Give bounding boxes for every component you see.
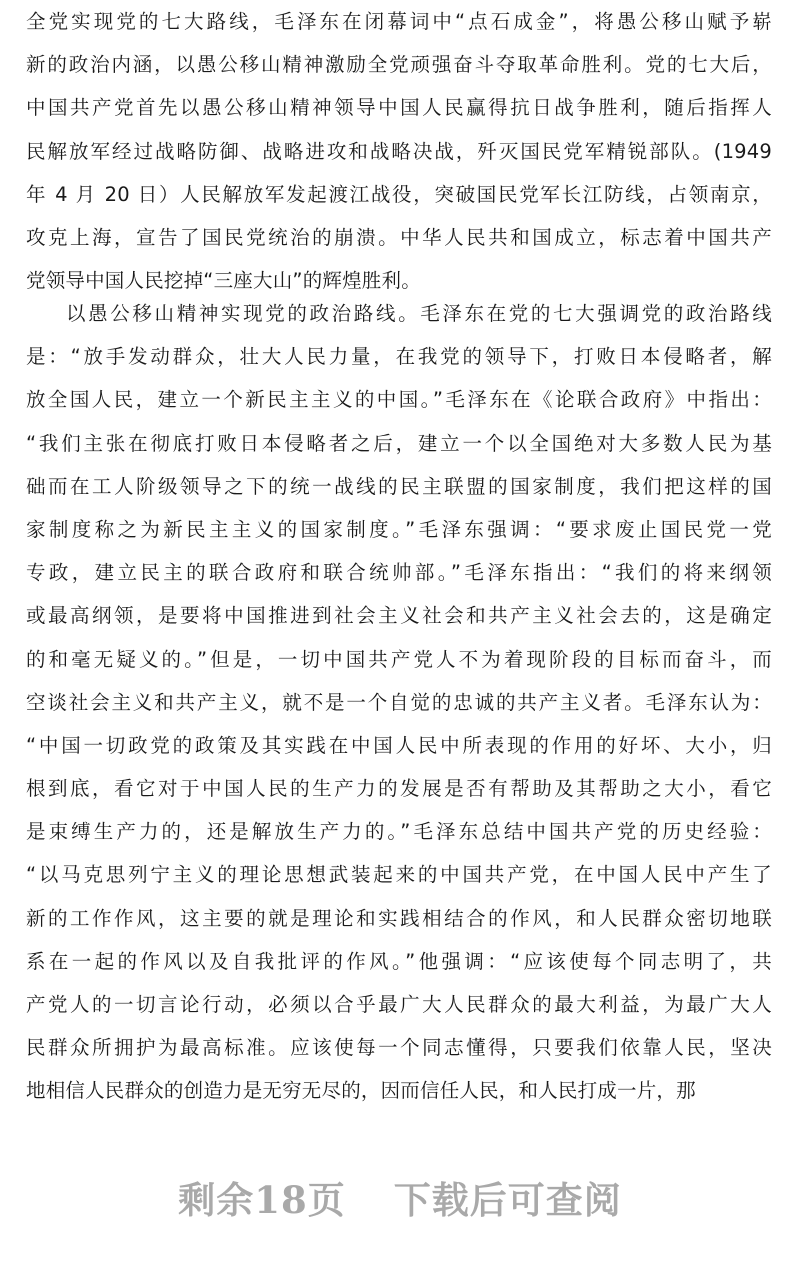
paragraph-line: 全党实现党的七大路线，毛泽东在闭幕词中“点石成金”，将愚公移山赋予崭 [26,10,772,33]
paragraph-line: 地相信人民群众的创造力是无穷无尽的，因而信任人民，和人民打成一片，那 [26,1079,696,1103]
paragraph-line: 民解放军经过战略防御、战略进攻和战略决战，歼灭国民党军精锐部队。(1949 [26,139,772,163]
paragraph-line: 以愚公移山精神实现党的政治路线。毛泽东在党的七大强调党的政治路线 [66,302,772,325]
paragraph-line: 新的工作作风，这主要的就是理论和实践相结合的作风，和人民群众密切地联 [26,906,772,930]
paragraph-line: 或最高纲领，是要将中国推进到社会主义社会和共产主义社会去的，这是确定 [26,604,772,628]
paragraph-line: 放全国人民，建立一个新民主主义的中国。”毛泽东在《论联合政府》中指出： [26,388,772,412]
paragraph-line: “中国一切政党的政策及其实践在中国人民中所表现的作用的好坏、大小，归 [26,733,772,757]
paragraph-line: 是：“放手发动群众，壮大人民力量，在我党的领导下，打败日本侵略者，解 [26,345,772,369]
download-prompt-banner[interactable] [0,1170,800,1224]
paragraph-line: 中国共产党首先以愚公移山精神领导中国人民赢得抗日战争胜利，随后指挥人 [26,96,772,120]
paragraph-line: 攻克上海，宣告了国民党统治的崩溃。中华人民共和国成立，标志着中国共产 [26,225,772,249]
paragraph-line: 根到底，看它对于中国人民的生产力的发展是否有帮助及其帮助之大小，看它 [26,777,772,801]
paragraph-line: 年 4 月 20 日）人民解放军发起渡江战役，突破国民党军长江防线，占领南京， [26,182,772,206]
paragraph-line: 专政，建立民主的联合政府和联合统帅部。”毛泽东指出：“我们的将来纲领 [26,561,772,585]
paragraph-1 [26,0,772,302]
paragraph-2 [26,292,772,1113]
paragraph-line: 产党人的一切言论行动，必须以合乎最广大人民群众的最大利益，为最广大人 [26,993,772,1016]
paragraph-line: “我们主张在彻底打败日本侵略者之后，建立一个以全国绝对大多数人民为基 [26,431,772,455]
paragraph-line: 础而在工人阶级领导之下的统一战线的民主联盟的国家制度，我们把这样的国 [26,474,772,498]
paragraph-line: 民群众所拥护为最高标准。应该使每一个同志懂得，只要我们依靠人民，坚决 [26,1036,772,1060]
paragraph-line: “以马克思列宁主义的理论思想武装起来的中国共产党，在中国人民中产生了 [26,863,772,887]
paragraph-line: 的和毫无疑义的。”但是，一切中国共产党人不为着现阶段的目标而奋斗，而 [26,647,772,671]
paragraph-line: 是束缚生产力的，还是解放生产力的。”毛泽东总结中国共产党的历史经验： [26,820,772,844]
paragraph-line: 新的政治内涵，以愚公移山精神激励全党顽强奋斗夺取革命胜利。党的七大后， [26,53,772,77]
paragraph-line: 党领导中国人民挖掉“三座大山”的辉煌胜利。 [26,269,421,293]
remaining-pages-label[interactable]: 剩余18页 [178,1178,346,1222]
download-to-view-label[interactable]: 下载后可查阅 [393,1178,622,1222]
paragraph-line: 系在一起的作风以及自我批评的作风。”他强调：“应该使每个同志明了，共 [26,949,772,973]
paragraph-line: 家制度称之为新民主主义的国家制度。”毛泽东强调：“要求废止国民党一党 [26,517,772,541]
paragraph-line: 空谈社会主义和共产主义，就不是一个自觉的忠诚的共产主义者。毛泽东认为： [26,690,772,714]
